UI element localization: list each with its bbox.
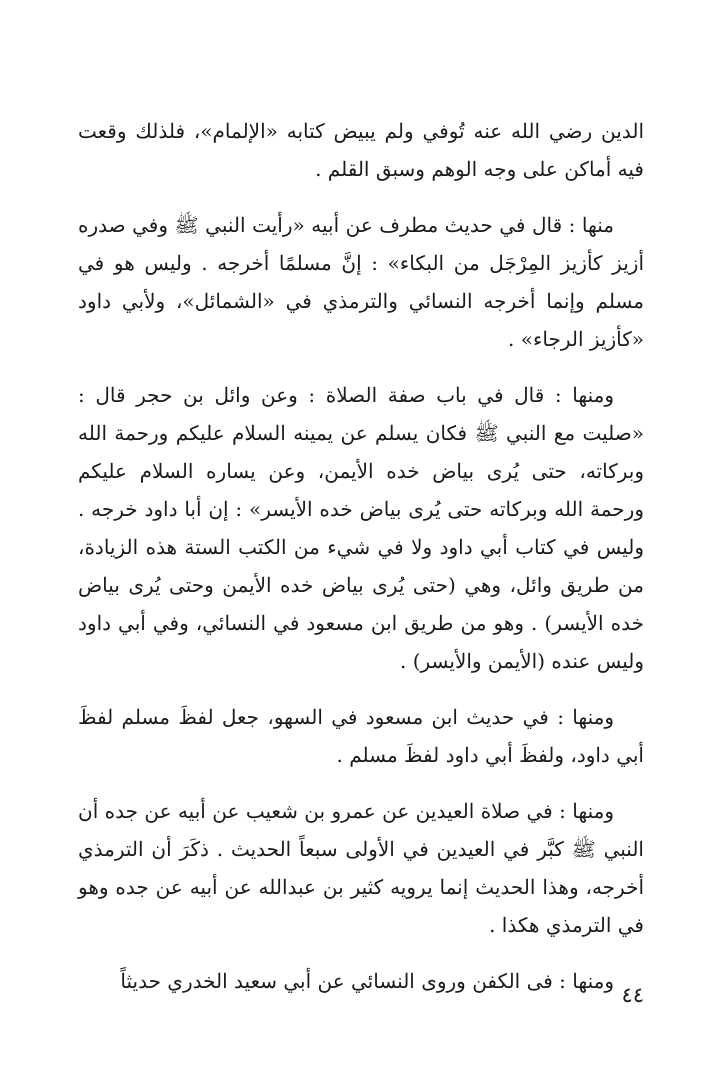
paragraph-gap	[78, 944, 644, 962]
paragraph-gap	[78, 358, 644, 376]
paragraph-sahw-hadith: ومنها : في حديث ابن مسعود في السهو، جعل لفظَ مسلم لفظَ أبي داود، ولفظَ أبي داود لفظَ مسلم .	[78, 705, 644, 767]
paragraph-prayer-description: ومنها : قال في باب صفة الصلاة : وعن وائل بن حجر قال : «صليت مع النبي ﷺ فكان يسلم عن يمينه السلام عليكم ورحمة الله وبركاته، حتى يُرى بياض خده الأيمن، وعن يساره السلام عليكم ورحمة الله وبركاته حتى يُرى بياض خده الأيسر» : إن أبا داود خرجه . وليس في كتاب أبي داود ولا في شيء من الكتب الستة هذه الزيادة، من طريق وائل، وهي (حتى يُرى بياض خده الأيمن وحتى يُرى بياض خده الأيسر) . وهو من طريق ابن مسعود في النسائي، وفي أبي داود وليس عنده (الأيمن والأيسر) .	[78, 383, 644, 673]
paragraph-gap	[78, 188, 644, 206]
paragraph-continuation: الدين رضي الله عنه تُوفي ولم يبيض كتابه «الإلمام»، فلذلك وقعت فيه أماكن على وجه الوهم وسبق القلم .	[78, 119, 644, 181]
paragraph-gap	[78, 680, 644, 698]
paragraph-eid-prayer: ومنها : في صلاة العيدين عن عمرو بن شعيب عن أبيه عن جده أن النبي ﷺ كبَّر في العيدين في الأولى سبعاً الحديث . ذكَرَ أن الترمذي أخرجه، وهذا الحديث إنما يرويه كثير بن عبدالله عن أبيه عن جده وهو في الترمذي هكذا .	[78, 799, 644, 937]
paragraph-kafan: ومنها : فى الكفن وروى النسائي عن أبي سعيد الخدري حديثاً	[120, 969, 614, 993]
paragraph-gap	[78, 774, 644, 792]
body-text	[78, 112, 644, 1000]
page-number: ٤٤	[621, 983, 644, 1007]
paragraph-mutarrif-hadith: منها : قال في حديث مطرف عن أبيه «رأيت النبي ﷺ وفي صدره أزيز كأزيز المِرْجَل من البكاء» : إنَّ مسلمًا أخرجه . وليس هو في مسلم وإنما أخرجه النسائي والترمذي في «الشمائل»، ولأبي داود «كأزيز الرجاء» .	[78, 213, 644, 351]
